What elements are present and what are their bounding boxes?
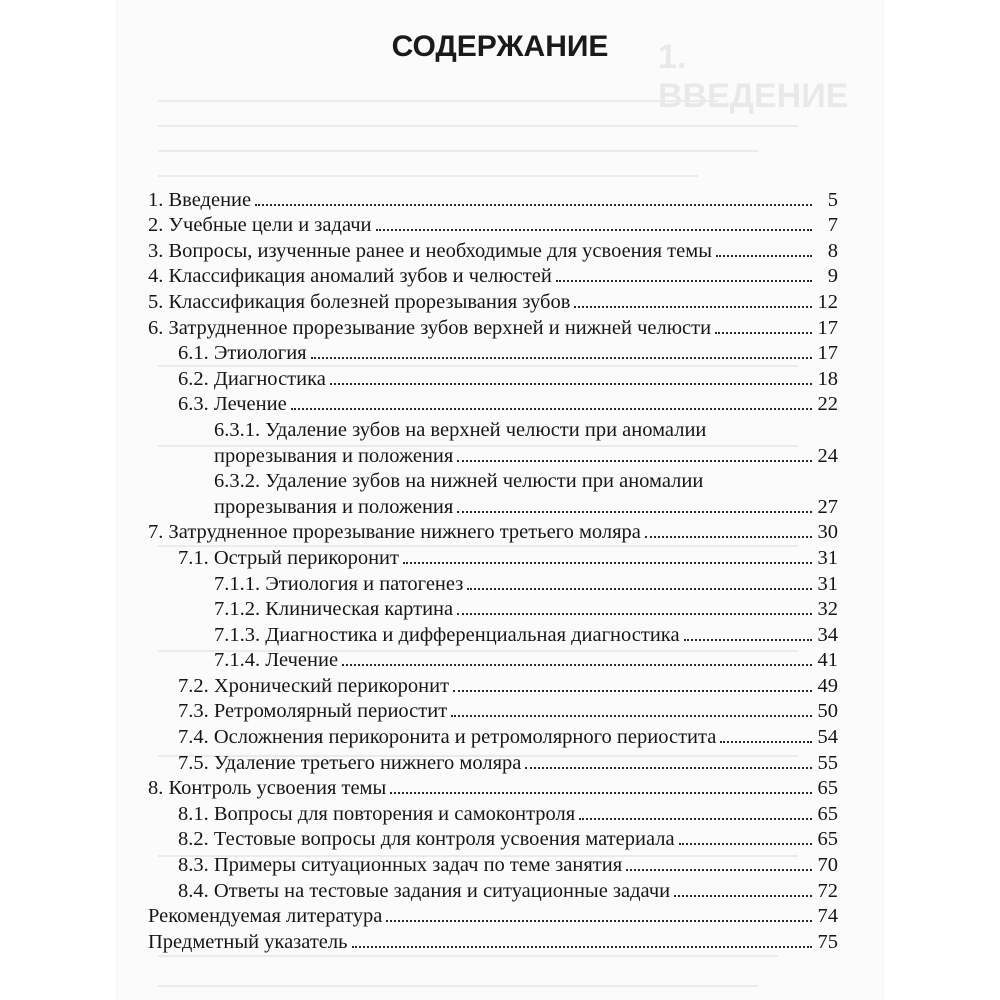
dot-leader [457, 460, 812, 462]
toc-page-number: 34 [817, 623, 838, 646]
dot-leader [645, 536, 812, 538]
toc-page-number: 75 [817, 930, 838, 953]
toc-entry[interactable] [148, 596, 838, 622]
toc-page-number: 31 [817, 546, 838, 569]
toc-entry-title: 8.3. Примеры ситуационных задач по теме занятия [178, 854, 623, 877]
dot-leader [311, 357, 812, 359]
toc-page-number: 5 [827, 188, 838, 211]
dot-leader [403, 562, 812, 564]
toc-entry-title: Предметный указатель [148, 930, 348, 953]
toc-entry[interactable] [148, 314, 838, 340]
dot-leader [330, 383, 812, 385]
toc-entry-title: 7.4. Осложнения перикоронита и ретромолярного периостита [178, 726, 717, 749]
toc-page-number: 72 [817, 879, 838, 902]
toc-entry[interactable] [148, 186, 838, 212]
dot-leader [684, 639, 812, 641]
toc-entry-title: прорезывания и положения [214, 444, 454, 467]
toc-entry-title: 6.3.1. Удаление зубов на верхней челюсти при аномалии [214, 418, 707, 441]
toc-entry[interactable] [148, 698, 838, 724]
toc-entry[interactable] [148, 647, 838, 673]
toc-page-number: 30 [817, 521, 838, 544]
toc-page-number: 54 [817, 726, 838, 749]
toc-entry[interactable] [148, 826, 838, 852]
toc-page-number: 65 [817, 802, 838, 825]
toc-entry[interactable] [148, 519, 838, 545]
dot-leader [342, 664, 812, 666]
toc-entry[interactable] [148, 237, 838, 263]
dot-leader [457, 613, 812, 615]
toc-entry-title: 8. Контроль усвоения темы [148, 777, 387, 800]
toc-entry-title: 6.2. Диагностика [178, 367, 326, 390]
toc-page-number: 7 [827, 214, 838, 237]
toc-entry-title: прорезывания и положения [214, 495, 454, 518]
toc-page-number: 31 [817, 572, 838, 595]
toc-entry[interactable] [148, 775, 838, 801]
toc-entry[interactable] [148, 442, 838, 468]
toc-page-number: 49 [817, 674, 838, 697]
toc-page-number: 9 [827, 265, 838, 288]
toc-entry[interactable] [148, 877, 838, 903]
toc-entry[interactable] [148, 212, 838, 238]
toc-entry-title: 8.1. Вопросы для повторения и самоконтроля [178, 802, 576, 825]
toc-entry-title: 5. Классификация болезней прорезывания зубов [148, 290, 571, 313]
dot-leader [352, 946, 813, 948]
toc-page-number: 24 [817, 444, 838, 467]
toc-entry-title: 7.3. Ретромолярный периостит [178, 700, 448, 723]
toc-entry-title: 7.1. Острый перикоронит [178, 546, 399, 569]
toc-entry-title: 3. Вопросы, изученные ранее и необходимые для усвоения темы [148, 239, 712, 262]
toc-entry-title: 6.3.2. Удаление зубов на нижней челюсти при аномалии [214, 470, 704, 493]
toc-entry[interactable] [148, 493, 838, 519]
bleed-through-title: 1. ВВЕДЕНИЕ [658, 38, 849, 115]
toc-entry[interactable] [148, 621, 838, 647]
toc-entry[interactable] [148, 468, 838, 494]
toc-entry-title: 4. Классификация аномалий зубов и челюстей [148, 265, 552, 288]
page-title: СОДЕРЖАНИЕ [391, 30, 609, 63]
toc-entry[interactable] [148, 391, 838, 417]
dot-leader [386, 920, 812, 922]
toc-entry[interactable] [148, 288, 838, 314]
toc-entry-title: 7.1.1. Этиология и патогенез [214, 572, 464, 595]
toc-entry-title: 7.2. Хронический перикоронит [178, 674, 450, 697]
toc-entry[interactable] [148, 544, 838, 570]
toc-entry-title: 6.3. Лечение [178, 393, 287, 416]
toc-page-number: 70 [817, 854, 838, 877]
dot-leader [574, 306, 812, 308]
toc-entry-title: 6.1. Этиология [178, 342, 307, 365]
toc-entry[interactable] [148, 928, 838, 954]
toc-entry[interactable] [148, 672, 838, 698]
toc-entry-title: 7.1.3. Диагностика и дифференциальная диагностика [214, 623, 680, 646]
toc-entry[interactable] [148, 800, 838, 826]
toc-entry[interactable] [148, 340, 838, 366]
toc-page-number: 17 [817, 342, 838, 365]
dot-leader [451, 715, 812, 717]
toc-entry-title: 6. Затрудненное прорезывание зубов верхней и нижней челюсти [148, 316, 712, 339]
toc-entry[interactable] [148, 416, 838, 442]
toc-entry[interactable] [148, 851, 838, 877]
dot-leader [679, 843, 812, 845]
toc-page-number: 74 [817, 905, 838, 928]
toc-entry-title: 2. Учебные цели и задачи [148, 214, 372, 237]
toc-page-number: 50 [817, 700, 838, 723]
dot-leader [255, 204, 812, 206]
toc-page-number: 32 [817, 598, 838, 621]
toc-entry-title: 7. Затрудненное прорезывание нижнего третьего моляра [148, 521, 641, 544]
toc-entry[interactable] [148, 749, 838, 775]
dot-leader [390, 792, 812, 794]
dot-leader [556, 280, 812, 282]
dot-leader [626, 869, 812, 871]
toc-page-number: 8 [827, 239, 838, 262]
toc-entry[interactable] [148, 365, 838, 391]
dot-leader [579, 818, 812, 820]
toc-entry[interactable] [148, 723, 838, 749]
dot-leader [376, 229, 813, 231]
toc-page-number: 41 [817, 649, 838, 672]
dot-leader [467, 588, 812, 590]
toc-entry[interactable] [148, 263, 838, 289]
dot-leader [457, 511, 812, 513]
book-page [118, 0, 882, 1000]
dot-leader [453, 690, 812, 692]
dot-leader [715, 332, 812, 334]
toc-page-number: 12 [817, 290, 838, 313]
toc-entry-title: 1. Введение [148, 188, 252, 211]
toc-page-number: 27 [817, 495, 838, 518]
toc-entry-title: 7.1.4. Лечение [214, 649, 339, 672]
toc-entry-title: 7.5. Удаление третьего нижнего моляра [178, 751, 522, 774]
dot-leader [720, 741, 812, 743]
toc-page-number: 65 [817, 828, 838, 851]
toc-page-number: 55 [817, 751, 838, 774]
toc-page-number: 18 [817, 367, 838, 390]
dot-leader [525, 767, 812, 769]
dot-leader [716, 255, 812, 257]
dot-leader [674, 895, 812, 897]
toc-entry[interactable] [148, 903, 838, 929]
toc-page-number: 65 [817, 777, 838, 800]
table-of-contents [148, 186, 838, 954]
dot-leader [291, 408, 812, 410]
toc-page-number: 22 [817, 393, 838, 416]
toc-entry-title: 7.1.2. Клиническая картина [214, 598, 454, 621]
toc-entry-title: 8.2. Тестовые вопросы для контроля усвоения материала [178, 828, 675, 851]
toc-entry[interactable] [148, 570, 838, 596]
toc-page-number: 17 [817, 316, 838, 339]
toc-entry-title: 8.4. Ответы на тестовые задания и ситуационные задачи [178, 879, 671, 902]
toc-entry-title: Рекомендуемая литература [148, 905, 383, 928]
